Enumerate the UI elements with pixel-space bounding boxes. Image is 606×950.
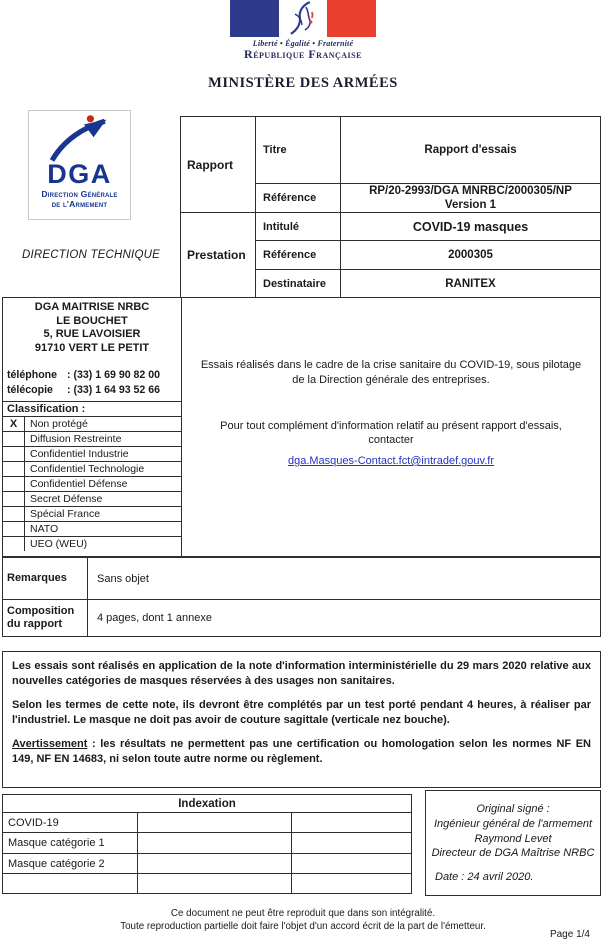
titre-value: Rapport d'essais (341, 117, 601, 184)
indexation-cell-empty (292, 833, 412, 854)
signature-box (425, 790, 601, 896)
prestation-group-label: Prestation (181, 213, 256, 298)
dga-logo (28, 110, 131, 220)
composition-value: 4 pages, dont 1 annexe (97, 612, 212, 624)
phone-label: téléphone (7, 369, 58, 381)
address-line: 91710 VERT LE PETIT (34, 341, 150, 354)
footer-line-1: Ce document ne peut être reproduit que dans son intégralité. (170, 908, 436, 919)
flag-blue-band (230, 0, 279, 37)
classification-checkbox (3, 492, 25, 506)
french-flag-logo (230, 0, 376, 37)
classification-row (3, 491, 181, 506)
classification-row (3, 416, 181, 431)
classification-title: Classification : (3, 401, 181, 416)
classification-row (3, 521, 181, 536)
footer-line-2: Toute reproduction partielle doit faire l'objet d'un accord écrit de la part de l'émetteur. (120, 920, 486, 932)
classification-checkbox (3, 507, 25, 521)
body-paragraph-1: Les essais sont réalisés en application de la note d'information interministérielle du 29 mars 2020 relative aux nouvelles catégories de masques réservées à des usages non sanitaires. (12, 660, 591, 687)
address-line: LE BOUCHET (56, 314, 128, 327)
fax-row (7, 383, 181, 398)
classification-row (3, 506, 181, 521)
classification-row (3, 461, 181, 476)
contact-email-link[interactable]: dga.Masques-Contact.fct@intradef.gouv.fr (287, 455, 494, 467)
classification-label: Diffusion Restreinte (30, 433, 122, 445)
indexation-keyword (3, 874, 138, 894)
notice-paragraph-1: Essais réalisés dans le cadre de la crise sanitaire du COVID-19, sous pilotage de la Direction générale des entreprises. (200, 359, 582, 386)
phone-row (7, 368, 181, 383)
classification-label: UEO (WEU) (30, 538, 88, 550)
classification-label: Spécial France (30, 508, 101, 520)
destinataire-value: RANITEX (341, 270, 601, 298)
indexation-keyword: Masque catégorie 1 (3, 833, 138, 854)
signature-line-4: Directeur de DGA Maîtrise NRBC (431, 847, 595, 860)
signature-line-3: Raymond Levet (474, 832, 552, 845)
indexation-title: Indexation (3, 795, 412, 813)
classification-checkbox (3, 477, 25, 491)
ministry-title: MINISTÈRE DES ARMÉES (208, 75, 398, 91)
fax-label: télécopie (7, 384, 53, 396)
indexation-cell-empty (292, 874, 412, 894)
indexation-cell-empty (292, 854, 412, 874)
rapport-group-label: Rapport (181, 117, 256, 213)
notice-paragraph-2: Pour tout complément d'information relatif au présent rapport d'essais, contacter (220, 420, 562, 446)
classification-row (3, 431, 181, 446)
signature-line-1: Original signé : (476, 803, 550, 815)
reference-line1: RP/20-2993/DGA MNRBC/2000305/NP (369, 185, 572, 197)
direction-technique-label: DIRECTION TECHNIQUE (22, 249, 160, 261)
prestation-reference-label: Référence (256, 241, 341, 270)
classification-row (3, 476, 181, 491)
signature-line-2: Ingénieur général de l'armement (433, 817, 593, 830)
marianne-icon (279, 0, 328, 37)
classification-label: Secret Défense (30, 493, 103, 505)
warning-paragraph (12, 737, 591, 767)
address-block (3, 298, 181, 355)
classification-checkbox: X (3, 417, 25, 431)
page-number: Page 1/4 (549, 929, 590, 940)
body-text-box (2, 651, 601, 788)
indexation-row (3, 874, 412, 894)
classification-label: NATO (30, 523, 59, 535)
dga-org-line2: de l'Armement (51, 198, 108, 209)
composition-row (3, 599, 600, 636)
remarques-label: Remarques (3, 558, 88, 599)
rapport-reference-value (341, 184, 601, 213)
indexation-row (3, 833, 412, 854)
dga-org-name (29, 190, 130, 209)
indexation-keyword: Masque catégorie 2 (3, 854, 138, 874)
phone-number: : (33) 1 69 90 82 00 (67, 369, 161, 381)
indexation-cell-empty (138, 854, 292, 874)
address-line: DGA MAITRISE NRBC (34, 301, 150, 313)
rapport-reference-label: Référence (256, 184, 341, 213)
address-classification-box (2, 297, 182, 557)
dga-acronym: DGA (47, 159, 112, 189)
classification-checkbox (3, 432, 25, 446)
reference-line2: Version 1 (444, 199, 497, 211)
body-paragraph-2: Selon les termes de cette note, ils devront être complétés par un test porté pendant 4 heures, à réaliser par l'industriel. Le masque ne doit pas avoir de couture sagittale (verticale nez bouche). (12, 699, 591, 726)
classification-label: Confidentiel Industrie (30, 448, 129, 460)
indexation-table (2, 794, 412, 894)
flag-white-band (279, 0, 328, 37)
phone-block (3, 368, 181, 398)
dga-arrow-icon (43, 114, 117, 162)
indexation-cell-empty (138, 874, 292, 894)
indexation-cell-empty (138, 833, 292, 854)
classification-row (3, 536, 181, 551)
classification-checkbox (3, 537, 25, 551)
flag-red-band (327, 0, 376, 37)
classification-checkbox (3, 447, 25, 461)
report-header-table (180, 116, 601, 298)
classification-label: Confidentiel Défense (30, 478, 128, 490)
classification-label: Confidentiel Technologie (30, 463, 145, 475)
remarks-table (2, 557, 601, 637)
address-line: 5, RUE LAVOISIER (43, 328, 141, 340)
warning-label: Avertissement (12, 738, 88, 750)
dga-org-line1: Direction Générale (41, 189, 118, 199)
titre-label: Titre (256, 117, 341, 184)
signature-date: Date : 24 avril 2020. (435, 871, 534, 884)
motto-text: Liberté • Égalité • Fraternité (252, 39, 354, 48)
composition-label: Composition du rapport (3, 600, 88, 636)
remarques-row (3, 558, 600, 599)
intitule-value: COVID-19 masques (341, 213, 601, 241)
indexation-row (3, 813, 412, 833)
intitule-label: Intitulé (256, 213, 341, 241)
destinataire-label: Destinataire (256, 270, 341, 298)
warning-text: : les résultats ne permettent pas une certification ou homologation selon les normes NF EN 149, NF EN 14683, ni selon toute autre norme ou règlement. (12, 738, 591, 765)
fax-number: : (33) 1 64 93 52 66 (67, 384, 161, 396)
indexation-row (3, 854, 412, 874)
classification-label: Non protégé (30, 418, 88, 430)
remarques-value: Sans objet (97, 572, 149, 585)
republique-francaise-text: République Française (244, 47, 362, 61)
republique-francaise-logo (230, 0, 376, 60)
classification-row (3, 446, 181, 461)
notice-box (182, 297, 601, 557)
indexation-cell-empty (292, 813, 412, 833)
prestation-reference-value: 2000305 (341, 241, 601, 270)
footer-notice (0, 908, 606, 933)
classification-checkbox (3, 522, 25, 536)
indexation-cell-empty (138, 813, 292, 833)
classification-checkbox (3, 462, 25, 476)
indexation-keyword: COVID-19 (3, 813, 138, 833)
